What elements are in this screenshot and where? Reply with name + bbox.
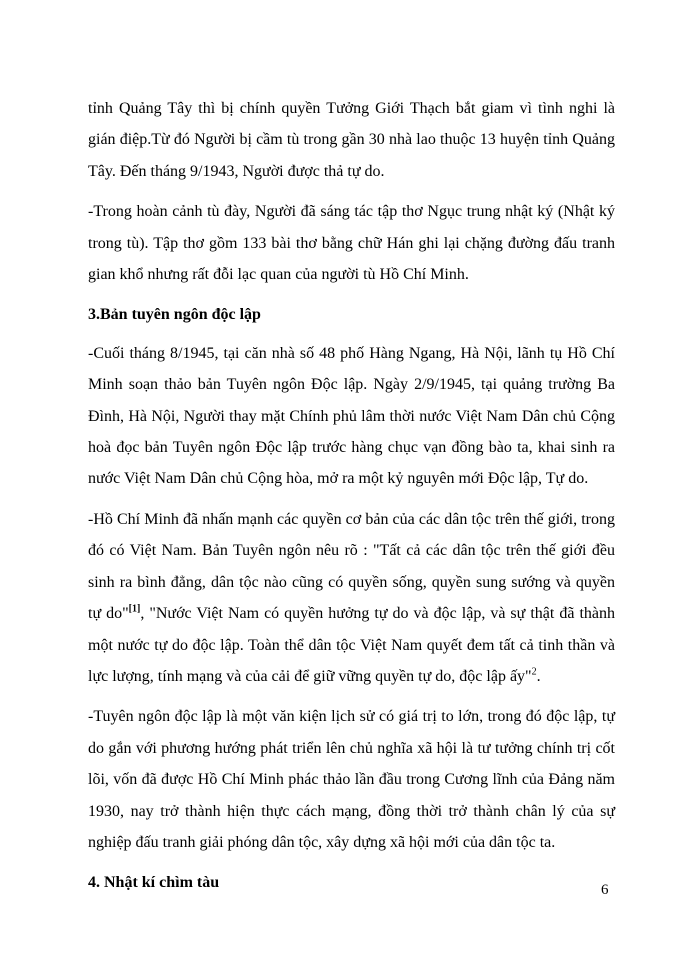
page-number: 6 — [601, 882, 609, 898]
rights-text-part-2: , "Nước Việt Nam có quyền hưởng tự do và độc lập, và sự thật đã thành một nước tự do độc lập. Toàn thể dân tộc Việt Nam quyết đem tất cả tinh thần và lực lượng, tính mạng và của cải để giữ vững quyền tự do, độc lập ấy" — [88, 605, 615, 685]
paragraph-imprisonment: tỉnh Quảng Tây thì bị chính quyền Tưởng Giới Thạch bắt giam vì tình nghi là gián điệp.Từ đó Người bị cầm tù trong gần 30 nhà lao thuộc 13 huyện tỉnh Quảng Tây. Đến tháng 9/1943, Người được thả tự do. — [88, 100, 615, 180]
section-heading-3: 3.Bản tuyên ngôn độc lập — [88, 306, 261, 324]
section-heading-4: 4. Nhật kí chìm tàu — [88, 874, 220, 892]
rights-text-part-1: -Hồ Chí Minh đã nhấn mạnh các quyền cơ bản của các dân tộc trên thế giới, trong đó có Việt Nam. Bản Tuyên ngôn nêu rõ : "Tất cả các dân tộc trên thế giới đều sinh ra bình đẳng, dân tộc nào cũng có quyền sống, quyền sung sướng và quyền tự do" — [88, 510, 615, 623]
paragraph-declaration-value: -Tuyên ngôn độc lập là một văn kiện lịch sử có giá trị to lớn, trong đó độc lập, tự do gắn với phương hướng phát triển lên chủ nghĩa xã hội là tư tưởng chính trị cốt lõi, vốn đã được Hồ Chí Minh phác thảo lần đầu trong Cương lĩnh của Đảng năm 1930, nay trở thành hiện thực cách mạng, đồng thời trở thành chân lý của sự nghiệp đấu tranh giải phóng dân tộc, xây dựng xã hội mới của dân tộc ta. — [88, 708, 615, 851]
footnote-reference-2[interactable]: 2 — [531, 666, 537, 678]
paragraph-fundamental-rights — [88, 504, 615, 692]
footnote-reference-1[interactable]: [1] — [128, 603, 141, 615]
page-body — [88, 93, 615, 906]
paragraph-prison-diary: -Trong hoàn cảnh tù đày, Người đã sáng tác tập thơ Ngục trung nhật ký (Nhật ký trong tù). Tập thơ gồm 133 bài thơ bằng chữ Hán ghi lại chặng đường đấu tranh gian khổ nhưng rất đỗi lạc quan của người tù Hồ Chí Minh. — [88, 203, 615, 284]
rights-text-part-3: . — [536, 667, 541, 685]
paragraph-declaration-drafting: -Cuối tháng 8/1945, tại căn nhà số 48 phố Hàng Ngang, Hà Nội, lãnh tụ Hồ Chí Minh soạn thảo bản Tuyên ngôn Độc lập. Ngày 2/9/1945, tại quảng trường Ba Đình, Hà Nội, Người thay mặt Chính phủ lâm thời nước Việt Nam Dân chủ Cộng hoà đọc bản Tuyên ngôn Độc lập trước hàng chục vạn đồng bào ta, khai sinh ra nước Việt Nam Dân chủ Cộng hòa, mở ra một kỷ nguyên mới Độc lập, Tự do. — [88, 344, 615, 488]
